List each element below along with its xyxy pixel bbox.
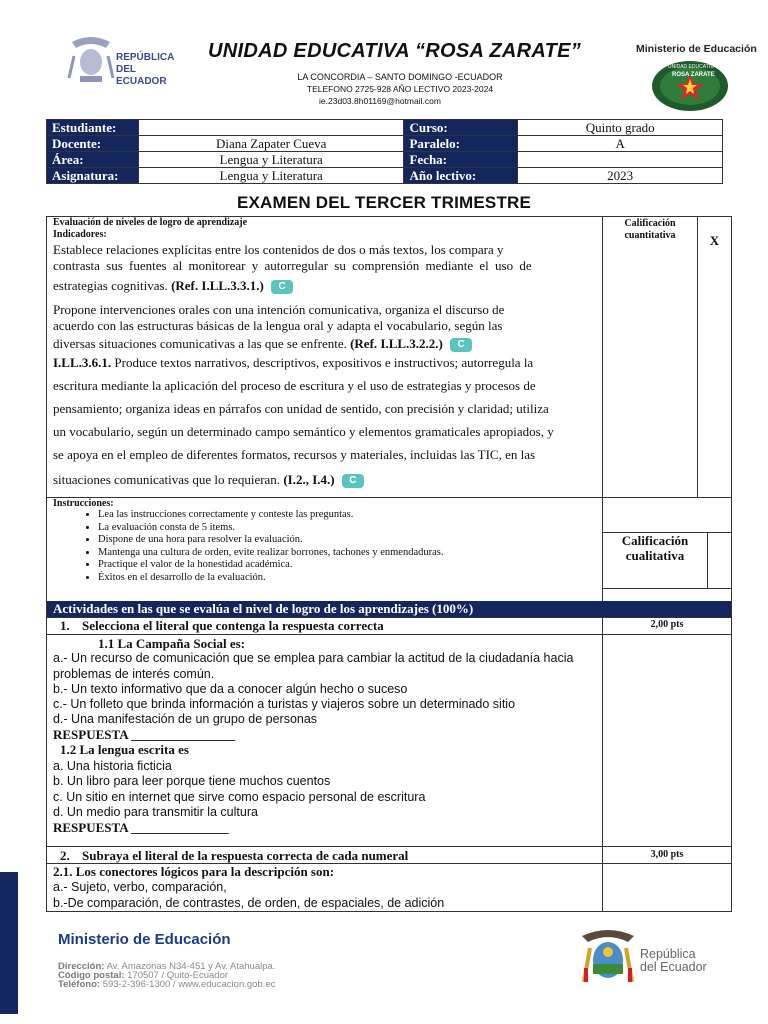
list-item: • La evaluación consta de 5 ítems. (98, 522, 443, 535)
paralelo-label: Paralelo: (404, 136, 518, 152)
q1-2-option-c[interactable]: c. Un sitio en internet que sirve como espacio personal de escritura (53, 790, 426, 804)
fecha-label: Fecha: (404, 152, 518, 168)
list-item: • Lea las instrucciones correctamente y conteste las preguntas. (98, 509, 443, 522)
q1-1-answer[interactable]: RESPUESTA ________________ (53, 727, 236, 742)
row-line-4 (46, 846, 732, 847)
p1-ref: (Ref. I.LL.3.3.1.) (171, 278, 264, 293)
p2-line1: Propone intervenciones orales con una intención comunicativa, organiza el discurso de (53, 302, 505, 317)
mark-x: X (709, 233, 720, 248)
footer-ministerio: Ministerio de Educación (58, 931, 231, 948)
creative-commons-icon: C (342, 474, 364, 488)
footer-republica-l2: del Ecuador (640, 960, 707, 974)
calif-cuantitativa-l1: Calificación (624, 218, 676, 229)
p3-line5: se apoya en el empleo de diferentes formatos, recursos y materiales, incluidas las TIC, en las (53, 447, 536, 462)
email-line: ie.23d03.8h01169@hotmail.com (319, 96, 441, 106)
footer-cp-label: Código postal: (58, 970, 125, 981)
q2-1-option-b[interactable]: b.-De comparación, de contrastes, de orden, de espaciales, de adición (53, 896, 445, 910)
q1-2-option-a[interactable]: a. Una historia ficticia (53, 759, 172, 773)
list-item: • Practique el valor de la honestidad académica. (98, 559, 443, 572)
calif-cuantitativa-l2: cuantitativa (624, 230, 676, 241)
p3-code: I.LL.3.6.1. (53, 355, 112, 370)
eval-heading: Evaluación de niveles de logro de aprendizaje (53, 217, 248, 228)
q2-number: 2. (60, 848, 70, 863)
q2-1-title: 2.1. Los conectores lógicos para la descripción son: (53, 864, 335, 879)
ministerio-header: Ministerio de Educación (636, 43, 757, 55)
creative-commons-icon: C (271, 280, 293, 294)
p1-line1: Establece relaciones explícitas entre los contenidos de dos o más textos, los compara y (53, 242, 504, 257)
q1-points: 2,00 pts (650, 619, 684, 630)
ecuador-logo (66, 32, 186, 88)
footer-direccion-value: Av. Amazonas N34-451 y Av. Atahualpa. (106, 961, 276, 972)
q1-1-option-a1[interactable]: a.- Un recurso de comunicación que se emplea para cambiar la actitud de la ciudadanía hacia (53, 651, 574, 665)
logo-text-line2: DEL ECUADOR (116, 64, 167, 87)
p1-line3-text: estrategias cognitivas. (53, 278, 168, 293)
docente-label: Docente: (47, 136, 139, 152)
footer-side-bar (0, 872, 18, 1014)
p3-line6-text: situaciones comunicativas que lo requieran. (53, 472, 281, 487)
fecha-value[interactable] (518, 152, 723, 168)
q2-title: Subraya el literal de la respuesta correcta de cada numeral (82, 848, 409, 863)
logo-text-line1: REPÚBLICA (116, 52, 175, 63)
area-value: Lengua y Literatura (138, 152, 404, 168)
address-line: LA CONCORDIA – SANTO DOMINGO -ECUADOR (297, 72, 503, 82)
exam-title: EXAMEN DEL TERCER TRIMESTRE (236, 193, 532, 212)
frame-divider (602, 216, 603, 912)
docente-value: Diana Zapater Cueva (138, 136, 404, 152)
student-info-table (46, 119, 723, 184)
p2-ref: (Ref. I.LL.3.2.2.) (350, 336, 443, 351)
footer-telefono-label: Teléfono: (58, 979, 101, 990)
p2-line3 (53, 336, 472, 352)
asignatura-value: Lengua y Literatura (138, 168, 404, 184)
calif-line-b (707, 532, 708, 588)
estudiante-value[interactable] (138, 120, 404, 136)
q2-1-option-a[interactable]: a.- Sujeto, verbo, comparación, (53, 880, 227, 894)
p3-line1 (53, 355, 533, 371)
seal-text-main: ROSA ZARATE (672, 72, 715, 78)
q2-points: 3,00 pts (650, 849, 684, 860)
p1-line3 (53, 278, 293, 294)
frame-divider-x (697, 216, 698, 498)
area-label: Área: (47, 152, 139, 168)
activities-bar: Actividades en las que se evalúa el nivel de logro de los aprendizajes (100%) (47, 601, 731, 617)
calif-cualitativa-l1: Calificación (621, 533, 689, 548)
frame-right (731, 216, 732, 912)
p3-line6 (53, 472, 364, 488)
school-title: UNIDAD EDUCATIVA “ROSA ZARATE” (208, 40, 582, 62)
q1-1-title: 1.1 La Campaña Social es: (98, 636, 245, 651)
phone-line: TELEFONO 2725-928 AÑO LECTIVO 2023-2024 (306, 84, 494, 94)
footer-cp-value: 170507 / Quito-Ecuador (127, 970, 229, 981)
q1-1-option-c[interactable]: c.- Un folleto que brinda información a turistas y viajeros sobre un determinado sitio (53, 697, 516, 711)
list-item: • Éxitos en el desarrollo de la evaluación. (98, 572, 443, 585)
q1-1-option-a2[interactable]: problemas de interés común. (53, 667, 215, 681)
q1-2-option-d[interactable]: d. Un medio para transmitir la cultura (53, 805, 258, 819)
indicadores-label: Indicadores: (53, 229, 107, 240)
seal-text-top: UNIDAD EDUCATIVA (668, 64, 717, 70)
p3-ref: (I.2., I.4.) (283, 472, 335, 487)
p3-line3: pensamiento; organiza ideas en párrafos con unidad de sentido, con precisión y claridad; utiliza (53, 401, 549, 416)
p3-line1-text: Produce textos narrativos, descriptivos, expositivos e instructivos; autorregula la (114, 355, 534, 370)
footer-republica (640, 948, 707, 974)
q1-1-option-d[interactable]: d.- Una manifestación de un grupo de personas (53, 712, 318, 726)
footer-telefono (58, 979, 275, 990)
calif-line-c (602, 588, 732, 589)
q1-1-option-b[interactable]: b.- Un texto informativo que da a conocer algún hecho o suceso (53, 682, 408, 696)
curso-value: Quinto grado (518, 120, 723, 136)
footer-direccion-label: Dirección: (58, 961, 105, 972)
frame-left (46, 216, 47, 912)
anio-label: Año lectivo: (404, 168, 518, 184)
instructions-list (60, 509, 443, 585)
paralelo-value: A (518, 136, 723, 152)
estudiante-label: Estudiante: (47, 120, 139, 136)
footer-telefono-value: 593-2-396-1300 / www.educacion.gob.ec (102, 979, 276, 990)
p3-line4: un vocabulario, según un determinado campo semántico y elementos gramaticales apropiados, y (53, 424, 554, 439)
school-seal (650, 60, 730, 112)
p2-line3-text: diversas situaciones comunicativas a las que se enfrente. (53, 336, 347, 351)
curso-label: Curso: (404, 120, 518, 136)
calif-cualitativa-l2: cualitativa (625, 548, 685, 563)
row-line-1 (46, 497, 732, 498)
list-item: • Mantenga una cultura de orden, evite realizar borrones, tachones y enmendaduras. (98, 547, 443, 560)
q1-number: 1. (60, 618, 70, 633)
anio-value: 2023 (518, 168, 723, 184)
footer-republica-l1: República (640, 947, 696, 961)
coat-of-arms-icon (578, 926, 638, 990)
p3-line2: escritura mediante la aplicación del proceso de escritura y el uso de estrategias y procesos de (53, 378, 536, 393)
row-line-3 (46, 634, 732, 635)
frame-bottom (46, 911, 732, 912)
p2-line2: acuerdo con las estructuras básicas de la lengua oral y adapta el vocabulario, según las (53, 318, 503, 333)
list-item: • Dispone de una hora para resolver la evaluación. (98, 534, 443, 547)
q1-title: Selecciona el literal que contenga la respuesta correcta (82, 618, 384, 633)
instrucciones-heading: Instrucciones: (53, 498, 114, 509)
asignatura-label: Asignatura: (47, 168, 139, 184)
q1-2-title: 1.2 La lengua escrita es (60, 742, 189, 757)
creative-commons-icon: C (450, 338, 472, 352)
q1-2-option-b[interactable]: b. Un libro para leer porque tiene muchos cuentos (53, 774, 331, 788)
q1-2-answer[interactable]: RESPUESTA _______________ (53, 820, 229, 835)
p1-line2: contrasta sus fuentes al monitorear y autorregular su comprensión mediante el uso de (53, 258, 532, 273)
